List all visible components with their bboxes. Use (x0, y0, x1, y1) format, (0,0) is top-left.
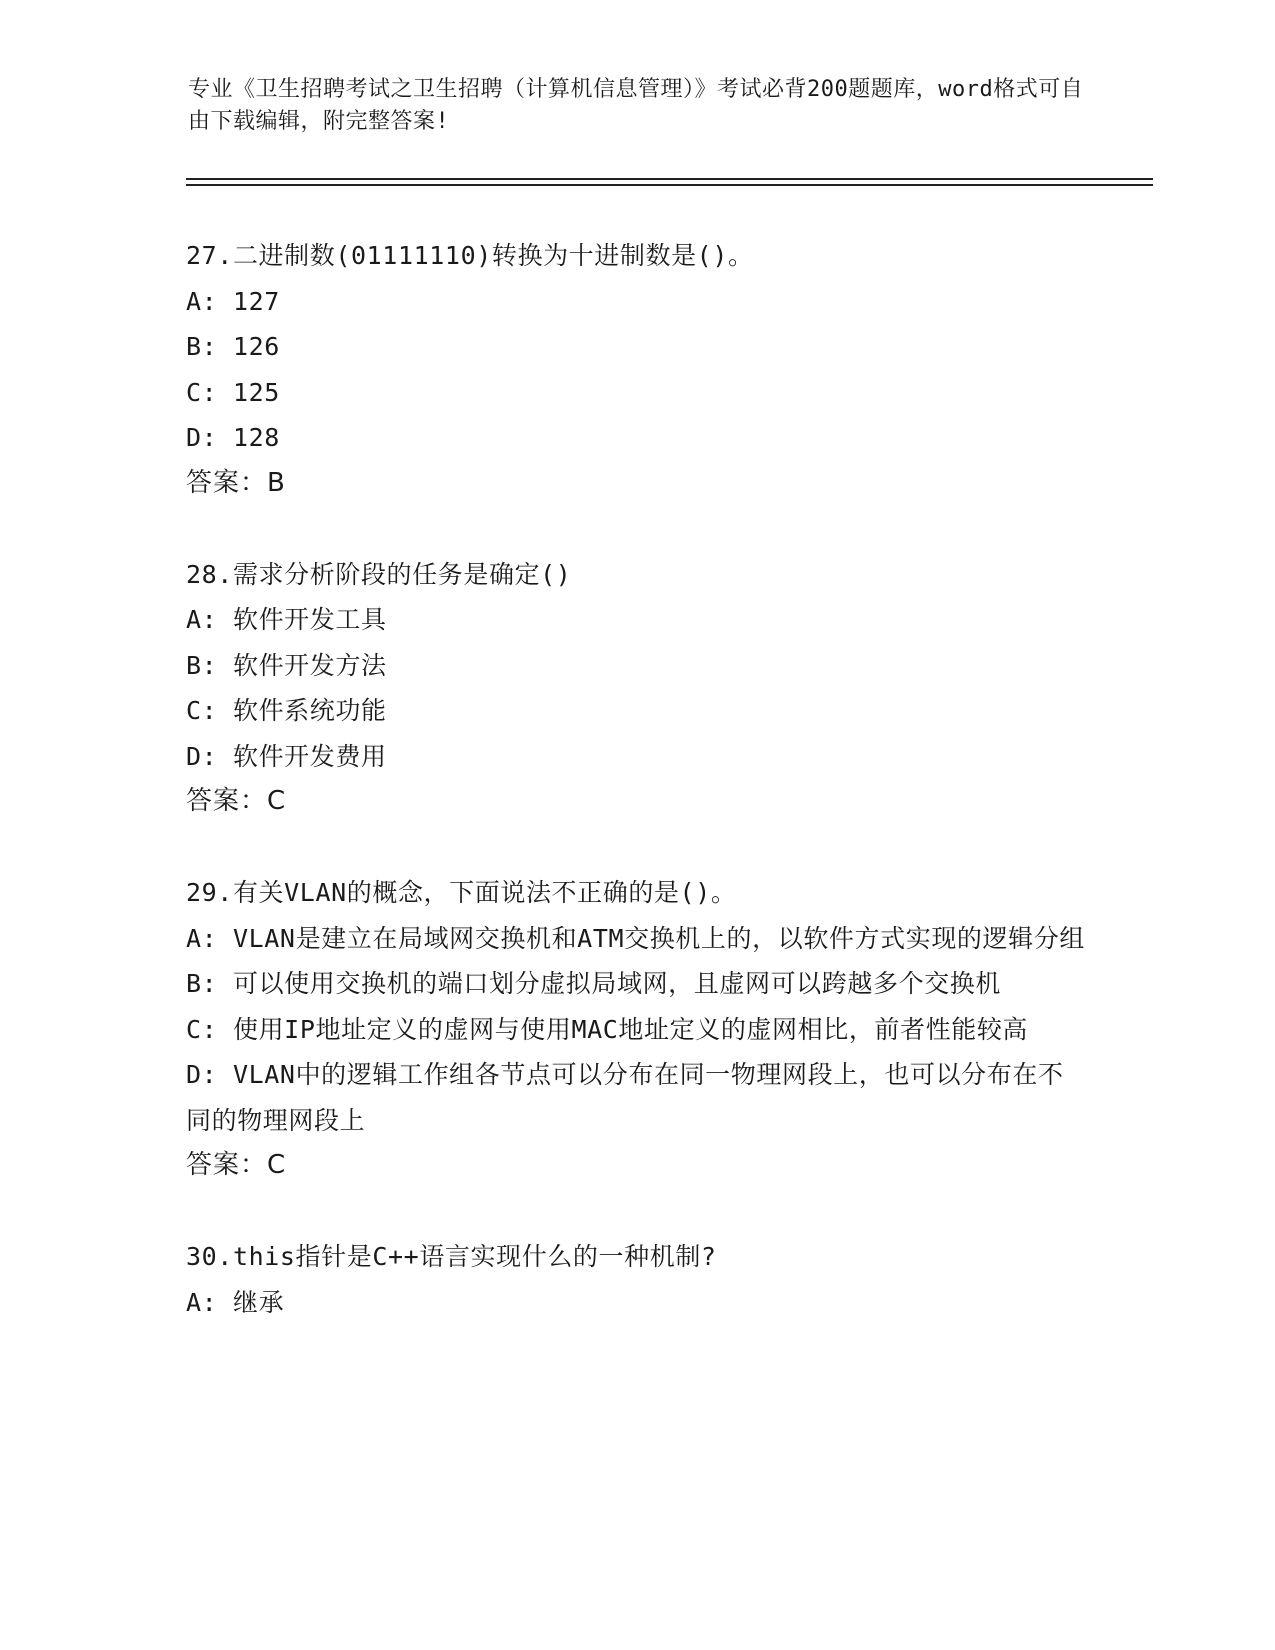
option-a (186, 916, 1086, 962)
option-text: 软件系统功能 (232, 696, 387, 725)
option-label: A: (186, 286, 218, 316)
option-text: 软件开发工具 (232, 605, 387, 634)
option-text: 126 (232, 332, 280, 361)
option-label: A: (186, 605, 218, 634)
option-label: A: (186, 923, 218, 953)
option-text: 继承 (232, 1287, 285, 1317)
question-29 (186, 870, 1086, 1188)
option-text: 127 (232, 286, 280, 316)
option-c (186, 370, 1086, 416)
option-text: 软件开发费用 (232, 741, 387, 771)
option-c (186, 1007, 1086, 1053)
option-b (186, 961, 1086, 1007)
answer-line: 答案：C (186, 786, 287, 816)
option-label: B: (186, 969, 218, 998)
option-a (186, 1280, 1086, 1326)
header-rule-top (186, 178, 1153, 180)
option-d (186, 734, 1086, 780)
option-text: 125 (232, 377, 280, 407)
option-label: C: (186, 1014, 218, 1044)
option-d (186, 1052, 1086, 1143)
option-c (186, 688, 1086, 734)
option-label: D: (186, 1060, 218, 1089)
question-27 (186, 233, 1086, 506)
option-text: 软件开发方法 (232, 650, 387, 680)
question-stem: 30.this指针是C++语言实现什么的一种机制? (186, 1242, 717, 1271)
question-stem: 29.有关VLAN的概念，下面说法不正确的是()。 (186, 878, 737, 907)
option-label: A: (186, 1287, 218, 1317)
option-label: D: (186, 741, 218, 771)
option-b (186, 324, 1086, 370)
option-text: 128 (232, 423, 280, 452)
option-text: VLAN是建立在局域网交换机和ATM交换机上的，以软件方式实现的逻辑分组 (232, 923, 1085, 953)
questions-list (186, 233, 1086, 1371)
option-label: C: (186, 696, 218, 725)
option-label: C: (186, 377, 218, 407)
option-label: B: (186, 332, 218, 361)
option-d (186, 415, 1086, 461)
question-stem: 28.需求分析阶段的任务是确定() (186, 559, 572, 589)
option-label: B: (186, 650, 218, 680)
document-header: 专业《卫生招聘考试之卫生招聘（计算机信息管理）》考试必背200题题库，word格式可自由下载编辑，附完整答案! (188, 77, 1084, 134)
option-b (186, 643, 1086, 689)
option-text: 使用IP地址定义的虚网与使用MAC地址定义的虚网相比，前者性能较高 (232, 1014, 1029, 1044)
option-a (186, 597, 1086, 643)
question-28 (186, 552, 1086, 825)
answer-line: 答案：C (186, 1150, 287, 1180)
answer-line: 答案：B (186, 467, 286, 498)
option-a (186, 279, 1086, 325)
option-label: D: (186, 423, 218, 452)
header-rule-bottom (186, 184, 1153, 186)
option-text: 可以使用交换机的端口划分虚拟局域网，且虚网可以跨越多个交换机 (232, 969, 1001, 998)
option-text: VLAN中的逻辑工作组各节点可以分布在同一物理网段上，也可以分布在不同的物理网段上 (186, 1060, 1064, 1135)
question-30 (186, 1234, 1086, 1325)
question-stem: 27.二进制数(01111110)转换为十进制数是()。 (186, 241, 754, 270)
